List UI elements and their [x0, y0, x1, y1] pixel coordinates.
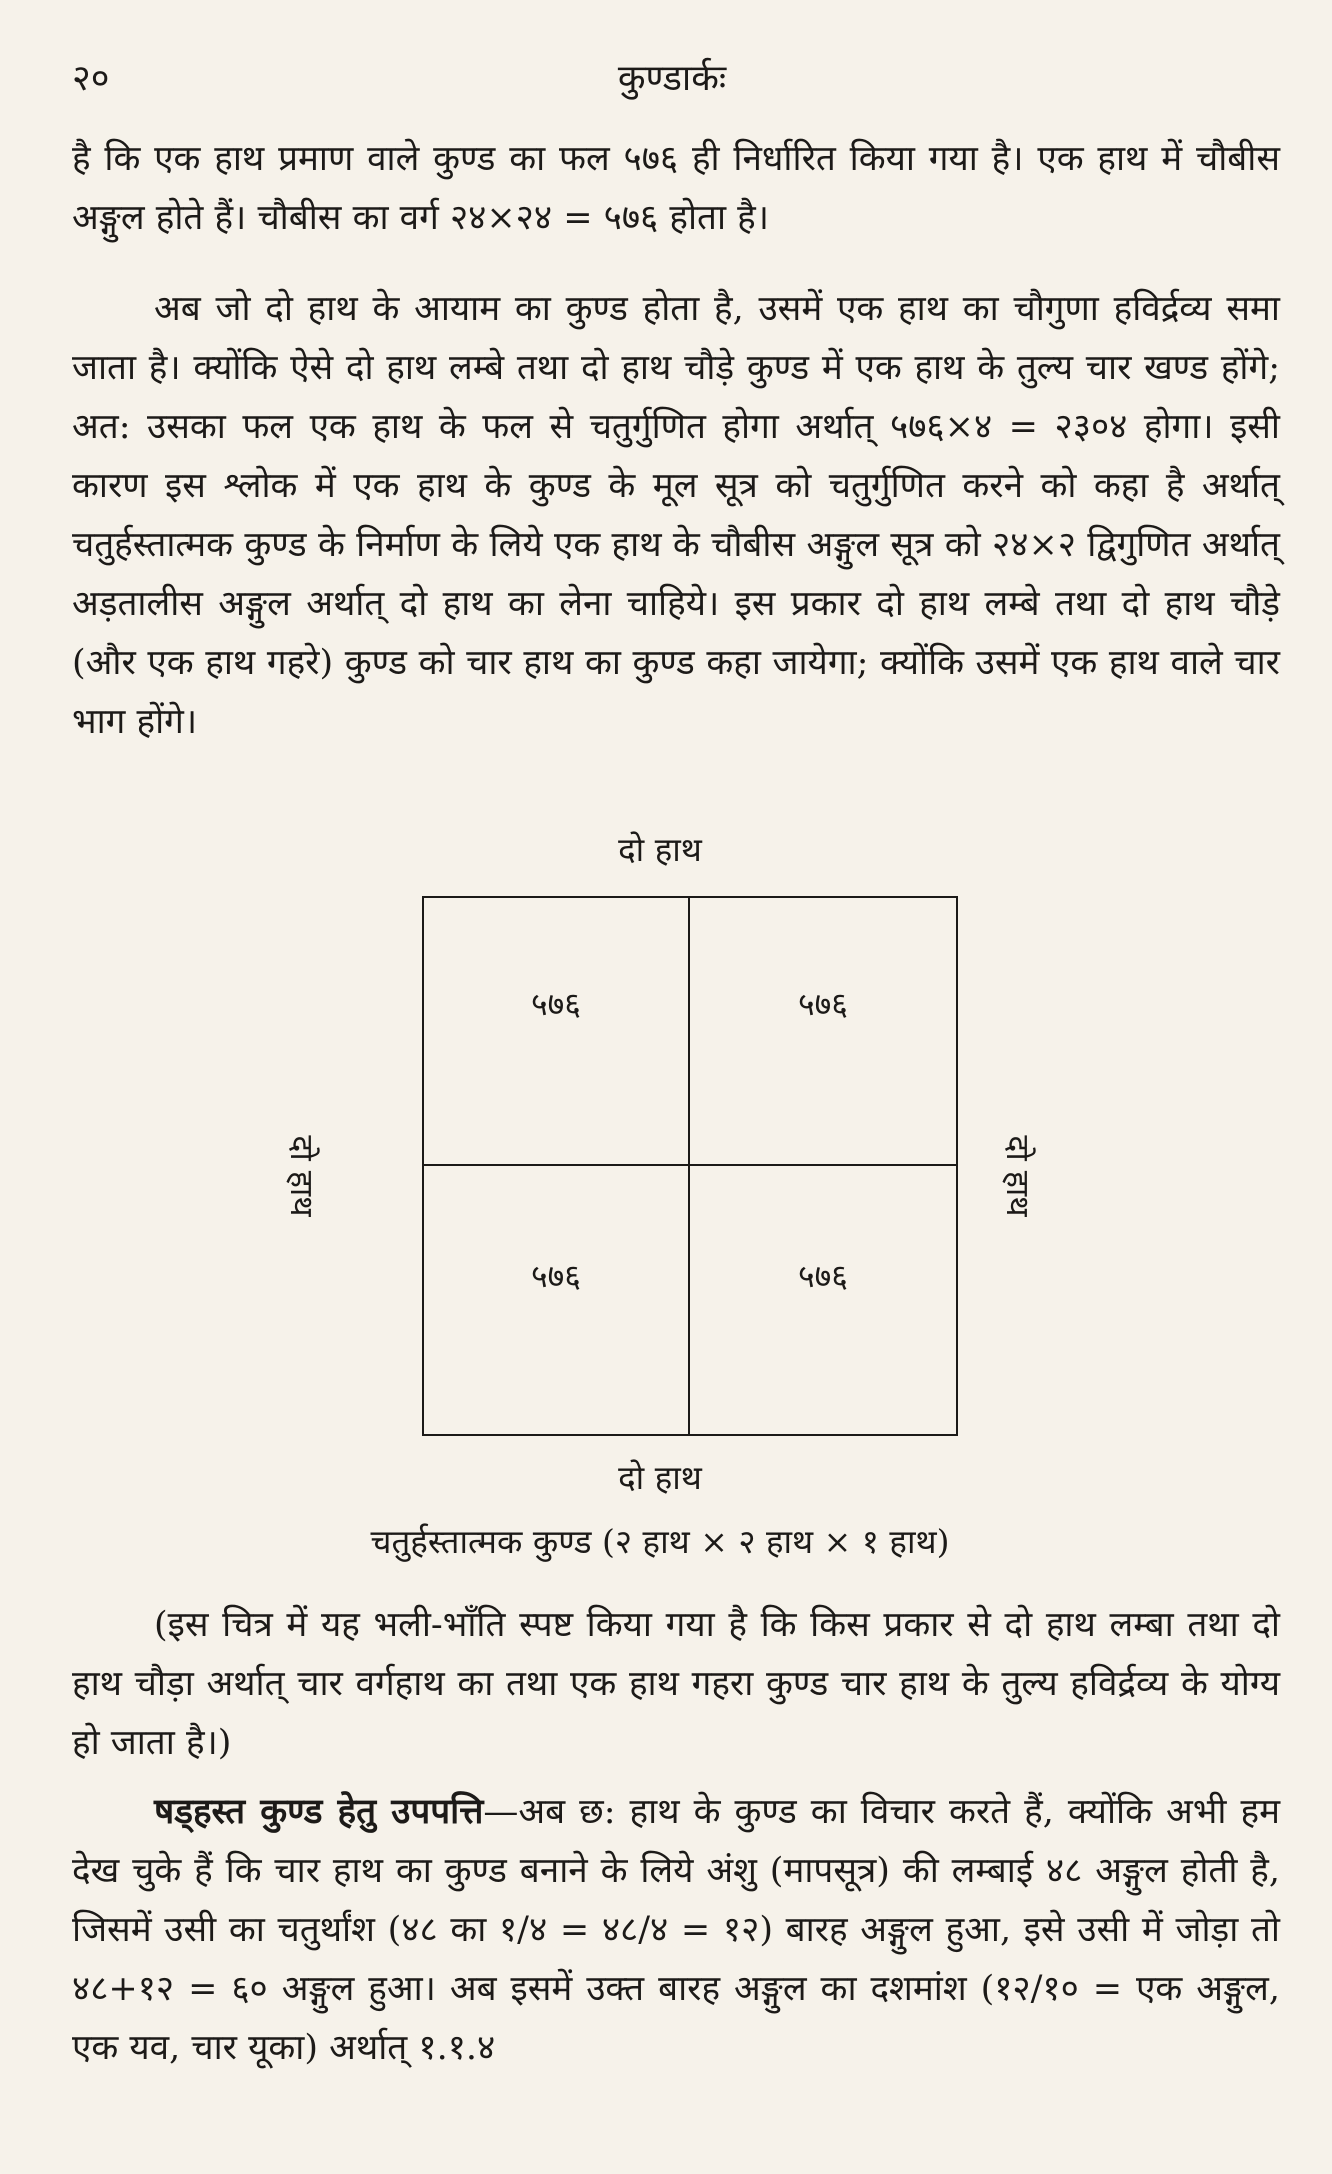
- paragraph-figure-explanation: (इस चित्र में यह भली-भाँति स्पष्ट किया गया है कि किस प्रकार से दो हाथ लम्बा तथा दो हाथ चौड़ा अर्थात् चार वर्गहाथ का तथा एक हाथ गहरा कुण्ड चार हाथ के तुल्य हविर्द्रव्य के योग्य हो जाता है।): [72, 1605, 1280, 1763]
- diagram-cell: [690, 898, 956, 1166]
- diagram-top-label: दो हाथ: [618, 830, 702, 869]
- cell-value: ५७६: [798, 1257, 848, 1295]
- diagram-caption: चतुर्हस्तात्मक कुण्ड (२ हाथ × २ हाथ × १ हाथ): [370, 1522, 950, 1561]
- diagram-cell: [424, 1166, 690, 1434]
- cell-value: ५७६: [798, 985, 848, 1023]
- section-lead-heading: षड्हस्त कुण्ड हेतु उपपत्ति: [154, 1791, 484, 1832]
- kund-diagram: [283, 826, 1037, 1566]
- page-header: [72, 52, 1272, 102]
- paragraph-continuation: है कि एक हाथ प्रमाण वाले कुण्ड का फल ५७६ ही निर्धारित किया गया है। एक हाथ में चौबीस अङ्गुल होते हैं। चौबीस का वर्ग २४×२४ = ५७६ होता है।: [72, 139, 1280, 238]
- section-body-text: —अब छ: हाथ के कुण्ड का विचार करते हैं, क्योंकि अभी हम देख चुके हैं कि चार हाथ का कुण्ड बनाने के लिये अंशु (मापसूत्र) की लम्बाई ४८ अङ्गुल होती है, जिसमें उसी का चतुर्थांश (४८ का १/४ = ४८/४ = १२) बारह अङ्गुल हुआ, इसे उसी में जोड़ा तो ४८+१२ = ६० अङ्गुल हुआ। अब इसमें उक्त बारह अङ्गुल का दशमांश (१२/१० = एक अङ्गुल, एक यव, चार यूका) अर्थात् १.१.४: [72, 1792, 1280, 2068]
- diagram-cell: [690, 1166, 956, 1434]
- diagram-bottom-label: दो हाथ: [618, 1458, 702, 1497]
- cell-value: ५७६: [531, 985, 581, 1023]
- running-title: कुण्डार्कः: [617, 58, 727, 99]
- paragraph-six-hand-kund: [72, 1782, 1280, 2078]
- cell-value: ५७६: [531, 1257, 581, 1295]
- paragraph-two-hand-kund: अब जो दो हाथ के आयाम का कुण्ड होता है, उसमें एक हाथ का चौगुणा हविर्द्रव्य समा जाता है। क्योंकि ऐसे दो हाथ लम्बे तथा दो हाथ चौड़े कुण्ड में एक हाथ के तुल्य चार खण्ड होंगे; अत: उसका फल एक हाथ के फल से चतुर्गुणित होगा अर्थात् ५७६×४ = २३०४ होगा। इसी कारण इस श्लोक में एक हाथ के कुण्ड के मूल सूत्र को चतुर्गुणित करने को कहा है अर्थात् चतुर्हस्तात्मक कुण्ड के निर्माण के लिये एक हाथ के चौबीस अङ्गुल सूत्र को २४×२ द्विगुणित अर्थात् अड़तालीस अङ्गुल अर्थात् दो हाथ का लेना चाहिये। इस प्रकार दो हाथ लम्बे तथा दो हाथ चौड़े (और एक हाथ गहरे) कुण्ड को चार हाथ का कुण्ड कहा जायेगा; क्योंकि उसमें एक हाथ वाले चार भाग होंगे।: [72, 289, 1280, 742]
- diagram-left-label: दो हाथ: [283, 1135, 321, 1217]
- diagram-cell: [424, 898, 690, 1166]
- diagram-grid: [422, 896, 958, 1436]
- page-number: २०: [72, 58, 110, 99]
- diagram-right-label: दो हाथ: [999, 1135, 1037, 1217]
